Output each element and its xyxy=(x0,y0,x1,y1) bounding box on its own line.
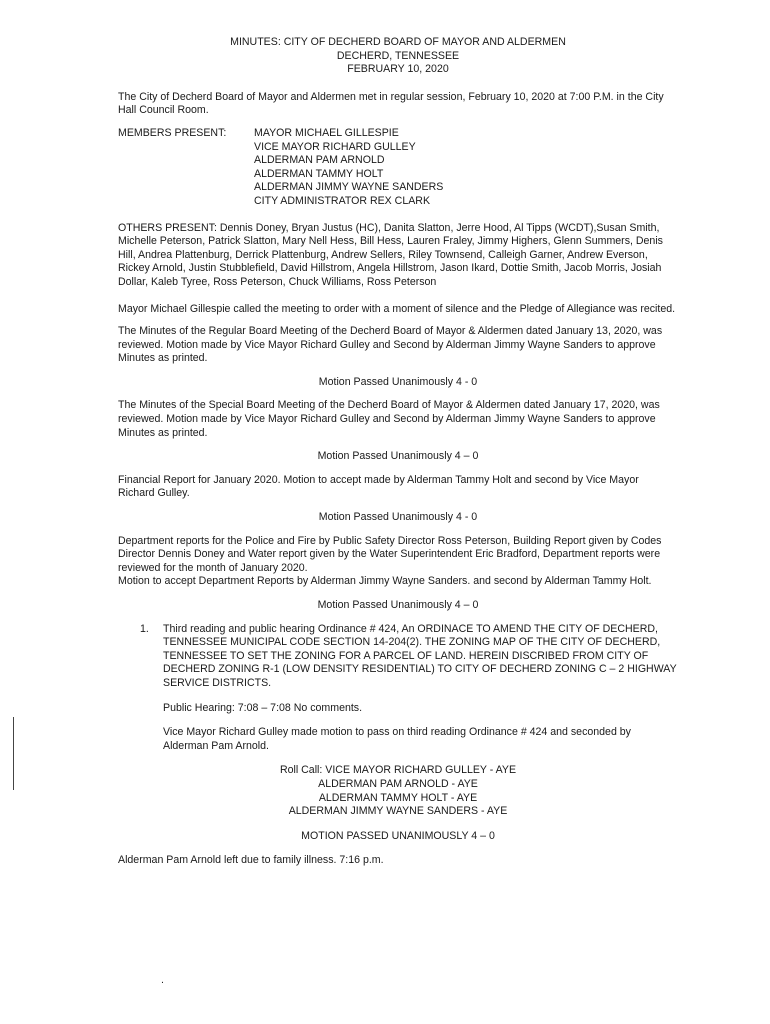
members-present xyxy=(118,127,678,209)
header-location: DECHERD, TENNESSEE xyxy=(336,49,460,62)
agenda-item xyxy=(118,623,678,691)
header-title: MINUTES: CITY OF DECHERD BOARD OF MAYOR AND ALDERMEN xyxy=(230,36,566,48)
members-label: MEMBERS PRESENT: xyxy=(118,126,227,139)
document-header xyxy=(118,36,678,77)
minutes-regular: The Minutes of the Regular Board Meeting of the Decherd Board of Mayor & Aldermen dated January 13, 2020, was reviewed. Motion made by Vice Mayor Richard Gulley and Second by Alderman Jimmy Wayne Sanders to approve Minutes as printed. xyxy=(118,325,663,365)
intro-paragraph: The City of Decherd Board of Mayor and Aldermen met in regular session, February 10, 2020 at 7:00 P.M. in the City Hall Council Room. xyxy=(118,90,664,117)
others-present: OTHERS PRESENT: Dennis Doney, Bryan Justus (HC), Danita Slatton, Jerre Hood, Al Tipps (WCDT),Susan Smith, Michelle Peterson, Patrick Slatton, Mary Nell Hess, Bill Hess, Lauren Fraley, Jimmy Highers, Glenn Summers, Denis Hill, Andrea Plattenburg, Derrick Plattenburg, Andrew Sellers, Riley Townsend, Calleigh Garner, Andrew Everson, Rickey Arnold, Justin Stubblefield, David Hillstrom, Angela Hillstrom, Jason Ikard, Dottie Smith, Jacob Morris, Josiah Dollar, Kaleb Tyree, Ross Peterson, Chuck Williams, Ross Peterson xyxy=(118,221,663,288)
member-item: CITY ADMINISTRATOR REX CLARK xyxy=(254,194,431,207)
motion-result: Motion Passed Unanimously 4 - 0 xyxy=(318,375,478,388)
roll-call-line: ALDERMAN TAMMY HOLT - AYE xyxy=(318,791,478,804)
agenda-item-number: 1. xyxy=(140,622,149,635)
closing-note: Alderman Pam Arnold left due to family illness. 7:16 p.m. xyxy=(118,854,384,867)
motion-result: Motion Passed Unanimously 4 – 0 xyxy=(317,599,479,611)
trailing-dot: . xyxy=(161,974,164,986)
financial-report: Financial Report for January 2020. Motion to accept made by Alderman Tammy Holt and second by Vice Mayor Richard Gulley. xyxy=(118,473,639,500)
roll-call-line: ALDERMAN PAM ARNOLD - AYE xyxy=(318,777,478,790)
member-item: VICE MAYOR RICHARD GULLEY xyxy=(254,140,416,153)
motion-result: Motion Passed Unanimously 4 – 0 xyxy=(317,450,479,463)
member-item: ALDERMAN JIMMY WAYNE SANDERS xyxy=(254,181,444,194)
member-item: ALDERMAN PAM ARNOLD xyxy=(254,154,385,167)
member-item: ALDERMAN TAMMY HOLT xyxy=(254,167,384,180)
member-item: MAYOR MICHAEL GILLESPIE xyxy=(254,126,399,139)
agenda-item-text: Third reading and public hearing Ordinance # 424, An ORDINACE TO AMEND THE CITY OF DECHERD, TENNESSEE MUNICIPAL CODE SECTION 14-204(2). THE ZONING MAP OF THE CITY OF DECHERD, TENNESSEE TO SET THE ZONING FOR A PARCEL OF LAND. HEREIN DISCRIBED FROM CITY OF DECHERD ZONING R-1 (LOW DENSITY RESIDENTIAL) TO CITY OF DECHERD ZONING C – 2 HIGHWAY SERVICE DISTRICTS. xyxy=(163,622,677,689)
department-reports: Department reports for the Police and Fire by Public Safety Director Ross Peterson, Building Report given by Codes Director Dennis Doney and Water report given by the Water Superintendent Eric Bradford, Department reports were reviewed for the month of January 2020. xyxy=(118,534,662,574)
public-hearing: Public Hearing: 7:08 – 7:08 No comments. xyxy=(163,701,363,714)
roll-call-line: Roll Call: VICE MAYOR RICHARD GULLEY - AYE xyxy=(279,764,517,777)
members-list xyxy=(254,127,443,209)
margin-rule xyxy=(13,717,14,790)
minutes-document xyxy=(118,36,678,868)
department-motion: Motion to accept Department Reports by Alderman Jimmy Wayne Sanders. and second by Alderman Tammy Holt. xyxy=(118,575,652,588)
motion-result: Motion Passed Unanimously 4 - 0 xyxy=(318,511,478,524)
roll-call xyxy=(118,764,678,818)
ordinance-motion: Vice Mayor Richard Gulley made motion to pass on third reading Ordinance # 424 and seconded by Alderman Pam Arnold. xyxy=(163,726,631,752)
minutes-special: The Minutes of the Special Board Meeting of the Decherd Board of Mayor & Aldermen dated January 17, 2020, was reviewed. Motion made by Vice Mayor Richard Gulley and Second by Alderman Jimmy Wayne Sanders to approve Minutes as printed. xyxy=(118,399,660,439)
roll-call-line: ALDERMAN JIMMY WAYNE SANDERS - AYE xyxy=(288,805,508,818)
call-to-order: Mayor Michael Gillespie called the meeting to order with a moment of silence and the Pledge of Allegiance was recited. xyxy=(118,302,676,315)
motion-result: MOTION PASSED UNANIMOUSLY 4 – 0 xyxy=(301,829,495,842)
header-date: FEBRUARY 10, 2020 xyxy=(347,63,449,76)
